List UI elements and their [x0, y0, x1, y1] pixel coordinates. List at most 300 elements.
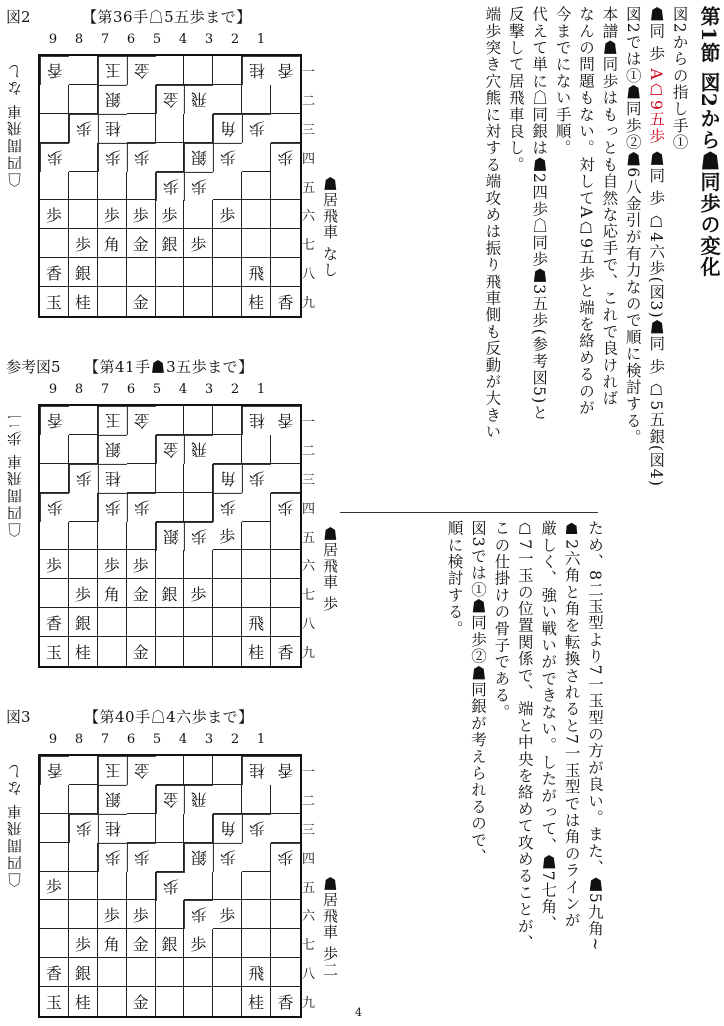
file-label: 1 — [256, 382, 266, 397]
sente-piece: 桂 — [69, 637, 98, 666]
file-label: 9 — [48, 32, 58, 47]
board-square — [242, 493, 271, 522]
sente-piece: 桂 — [242, 287, 271, 316]
board-square — [69, 435, 98, 464]
sente-hand: ☗居飛車 歩 — [321, 526, 339, 612]
sente-piece: 銀 — [156, 579, 185, 608]
board-square — [242, 522, 271, 551]
board-square — [184, 987, 213, 1016]
board-square — [213, 56, 242, 85]
gote-piece: 香 — [271, 756, 300, 785]
board-square — [69, 493, 98, 522]
sente-piece: 歩 — [69, 229, 98, 258]
gote-piece: 歩 — [156, 872, 185, 901]
paragraph-line: ☗2六角と角を転換されると7一玉型では角のラインが — [562, 520, 581, 929]
rank-label: 八 — [302, 967, 316, 983]
board-square — [271, 200, 300, 229]
board-square — [213, 929, 242, 958]
gote-piece: 角 — [213, 114, 242, 143]
paragraph-line: 反撃して居飛車良し。 — [506, 6, 525, 173]
commentary-top — [480, 6, 720, 506]
file-label: 3 — [204, 382, 214, 397]
moves-part: ☗同 歩 ☖4六歩(図3)☗同 歩 ☖5五銀(図4) — [647, 144, 666, 488]
gote-piece: 香 — [40, 756, 69, 785]
board-square — [127, 258, 156, 287]
sente-piece: 歩 — [127, 200, 156, 229]
board-square — [271, 172, 300, 201]
sente-piece: 角 — [98, 929, 127, 958]
gote-piece: 銀 — [98, 785, 127, 814]
gote-piece: 歩 — [127, 493, 156, 522]
board-square — [127, 872, 156, 901]
board-square — [271, 785, 300, 814]
board-square — [271, 550, 300, 579]
gote-piece: 銀 — [156, 522, 185, 551]
gote-piece: 歩 — [127, 843, 156, 872]
gote-piece: 歩 — [127, 143, 156, 172]
board-square — [213, 85, 242, 114]
board-square — [156, 608, 185, 637]
rank-label: 八 — [302, 267, 316, 283]
sente-piece: 角 — [98, 229, 127, 258]
board-square — [184, 258, 213, 287]
gote-piece: 歩 — [98, 843, 127, 872]
board-square — [98, 258, 127, 287]
diagram-3 — [0, 706, 340, 1026]
sente-piece: 玉 — [40, 987, 69, 1016]
gote-piece: 歩 — [242, 814, 271, 843]
gote-piece: 歩 — [242, 114, 271, 143]
board-square — [271, 929, 300, 958]
sente-piece: 金 — [127, 637, 156, 666]
gote-piece: 歩 — [156, 172, 185, 201]
rank-label: 一 — [302, 414, 316, 430]
board-square — [69, 406, 98, 435]
board-square — [40, 843, 69, 872]
paragraph-line: 図2では①☗同歩②☗6八金引が有力なので順に検討する。 — [623, 6, 642, 446]
gote-piece: 歩 — [184, 172, 213, 201]
board-square — [98, 608, 127, 637]
sente-piece: 金 — [127, 987, 156, 1016]
file-label: 5 — [152, 732, 162, 747]
board-square — [127, 522, 156, 551]
file-label: 5 — [152, 382, 162, 397]
board-square — [184, 872, 213, 901]
file-label: 8 — [74, 32, 84, 47]
sente-piece: 歩 — [98, 550, 127, 579]
gote-piece: 金 — [127, 406, 156, 435]
board-square — [271, 872, 300, 901]
board-square — [156, 406, 185, 435]
file-label: 5 — [152, 32, 162, 47]
board-square — [156, 143, 185, 172]
diagram-label: 図2 — [6, 8, 31, 26]
file-label: 7 — [100, 382, 110, 397]
gote-piece: 歩 — [271, 493, 300, 522]
paragraph-line: 図3では①☗同歩②☗同銀が考えられるので、 — [468, 520, 487, 866]
sente-piece: 金 — [127, 579, 156, 608]
board-square — [242, 785, 271, 814]
file-label: 1 — [256, 732, 266, 747]
paragraph-line: 順に検討する。 — [445, 520, 464, 637]
board-square — [127, 85, 156, 114]
file-label: 1 — [256, 32, 266, 47]
file-label: 3 — [204, 732, 214, 747]
paragraph-line: 端歩突き穴熊に対する端攻めは振り飛車側も反動が大きい — [483, 6, 502, 441]
gote-piece: 桂 — [242, 406, 271, 435]
diagram-title: 【第40手☖4六歩まで】 — [84, 708, 254, 726]
sente-piece: 歩 — [40, 550, 69, 579]
file-label: 4 — [178, 382, 188, 397]
gote-piece: 玉 — [98, 56, 127, 85]
diagram-label: 参考図5 — [6, 358, 61, 376]
board-square — [213, 579, 242, 608]
board-square — [127, 814, 156, 843]
rank-label: 六 — [302, 559, 316, 575]
board-square — [40, 172, 69, 201]
sente-piece: 銀 — [156, 929, 185, 958]
board-square — [271, 435, 300, 464]
board-square — [69, 900, 98, 929]
file-label: 9 — [48, 732, 58, 747]
sente-piece: 飛 — [242, 958, 271, 987]
board-square — [213, 229, 242, 258]
rank-label: 八 — [302, 617, 316, 633]
board-square — [40, 814, 69, 843]
sente-piece: 香 — [277, 293, 294, 313]
diagram-title: 【第41手☗3五歩まで】 — [84, 358, 254, 376]
board-square — [156, 493, 185, 522]
file-label: 9 — [48, 382, 58, 397]
sente-piece: 銀 — [69, 958, 98, 987]
sente-piece: 銀 — [69, 258, 98, 287]
sente-piece: 桂 — [242, 987, 271, 1016]
board-square — [213, 608, 242, 637]
gote-piece: 銀 — [98, 435, 127, 464]
rank-labels — [302, 406, 320, 666]
board-square — [242, 435, 271, 464]
board-square — [98, 287, 127, 316]
sente-piece: 飛 — [242, 258, 271, 287]
gote-piece: 歩 — [271, 843, 300, 872]
board-square — [156, 814, 185, 843]
gote-piece: 歩 — [213, 843, 242, 872]
gote-hand: ☖四間飛車 なし — [6, 62, 24, 188]
rank-label: 九 — [302, 996, 316, 1012]
paragraph-line: 厳しく、強い戦いができない。したがって、☗7七角、 — [539, 520, 558, 932]
board-square — [69, 522, 98, 551]
board-square — [98, 958, 127, 987]
board-square — [156, 958, 185, 987]
board-square — [127, 435, 156, 464]
sente-hand: ☗居飛車 なし — [321, 176, 339, 278]
sente-piece: 歩 — [127, 550, 156, 579]
board-square — [184, 493, 213, 522]
gote-piece: 歩 — [213, 143, 242, 172]
gote-piece: 飛 — [184, 435, 213, 464]
board-square — [69, 200, 98, 229]
board-square — [242, 843, 271, 872]
gote-piece: 金 — [156, 785, 185, 814]
rank-labels — [302, 56, 320, 316]
diagram-2 — [0, 6, 340, 326]
gote-piece: 桂 — [98, 464, 127, 493]
board-square — [213, 435, 242, 464]
highlighted-move: A☖9五歩 — [647, 68, 666, 145]
board-square — [184, 114, 213, 143]
board-square — [213, 958, 242, 987]
paragraph-line: 本譜☗同歩はもっとも自然な応手で、これで良ければ — [600, 6, 619, 407]
rank-label: 六 — [302, 909, 316, 925]
gote-piece: 香 — [271, 56, 300, 85]
gote-hand: ☖四間飛車 歩二 — [6, 412, 24, 538]
rank-label: 四 — [302, 151, 316, 167]
sente-piece: 玉 — [40, 637, 69, 666]
board-square — [184, 608, 213, 637]
gote-piece: 歩 — [213, 493, 242, 522]
board-square — [213, 550, 242, 579]
gote-piece: 歩 — [242, 464, 271, 493]
gote-piece: 歩 — [184, 900, 213, 929]
sente-piece: 金 — [127, 287, 156, 316]
gote-hand: ☖四間飛車 なし — [6, 762, 24, 888]
board-square — [69, 785, 98, 814]
board-square — [40, 785, 69, 814]
board-square — [156, 464, 185, 493]
board-square — [184, 756, 213, 785]
rank-label: 三 — [302, 122, 316, 138]
board-square — [271, 258, 300, 287]
rank-label: 七 — [302, 238, 316, 254]
board-square — [271, 608, 300, 637]
sente-piece: 香 — [40, 258, 69, 287]
board-square — [40, 522, 69, 551]
rank-labels — [302, 756, 320, 1016]
board-square — [213, 287, 242, 316]
sente-piece: 銀 — [156, 229, 185, 258]
gote-piece: 桂 — [98, 814, 127, 843]
board-square — [242, 900, 271, 929]
board-square — [156, 287, 185, 316]
shogi-board — [38, 54, 302, 318]
gote-piece: 飛 — [184, 85, 213, 114]
gote-piece: 歩 — [69, 464, 98, 493]
gote-piece: 玉 — [98, 756, 127, 785]
paragraph-line: ☖7一玉の位置関係で、端と中央を絡めて攻めることが、 — [515, 520, 534, 952]
sente-piece: 桂 — [242, 637, 271, 666]
rank-label: 六 — [302, 209, 316, 225]
board-square — [98, 872, 127, 901]
rank-label: 一 — [302, 764, 316, 780]
board-square — [127, 172, 156, 201]
board-square — [271, 522, 300, 551]
board-square — [184, 406, 213, 435]
file-label: 2 — [230, 732, 240, 747]
file-labels — [40, 732, 300, 750]
board-square — [98, 522, 127, 551]
sente-piece: 香 — [277, 643, 294, 663]
board-square — [156, 56, 185, 85]
file-label: 8 — [74, 732, 84, 747]
board-square — [184, 200, 213, 229]
sente-piece: 金 — [127, 229, 156, 258]
board-square — [40, 900, 69, 929]
rank-label: 九 — [302, 646, 316, 662]
sente-piece: 歩 — [98, 200, 127, 229]
board-square — [213, 637, 242, 666]
paragraph-line: この仕掛けの骨子である。 — [492, 520, 511, 721]
file-label: 7 — [100, 32, 110, 47]
file-label: 6 — [126, 732, 136, 747]
board-square — [40, 114, 69, 143]
gote-piece: 歩 — [98, 493, 127, 522]
board-square — [213, 785, 242, 814]
gote-piece: 桂 — [242, 756, 271, 785]
sente-piece: 歩 — [98, 900, 127, 929]
board-square — [242, 872, 271, 901]
board-square — [40, 435, 69, 464]
board-square — [271, 579, 300, 608]
gote-piece: 香 — [271, 406, 300, 435]
board-square — [40, 579, 69, 608]
sente-piece: 角 — [98, 579, 127, 608]
file-label: 6 — [126, 32, 136, 47]
board-square — [98, 637, 127, 666]
board-square — [156, 637, 185, 666]
gote-piece: 金 — [156, 435, 185, 464]
rank-label: 三 — [302, 822, 316, 838]
sente-piece: 歩 — [213, 900, 242, 929]
gote-piece: 歩 — [69, 814, 98, 843]
board-square — [271, 85, 300, 114]
sente-piece: 桂 — [69, 287, 98, 316]
file-labels — [40, 32, 300, 50]
board-square — [184, 287, 213, 316]
board-square — [156, 900, 185, 929]
paragraph-line: なんの問題もない。対してA☖9五歩と端を絡めるのが — [576, 6, 595, 417]
gote-piece: 歩 — [40, 143, 69, 172]
board-square — [156, 987, 185, 1016]
board-square — [242, 172, 271, 201]
board-square — [213, 987, 242, 1016]
board-square — [242, 200, 271, 229]
file-label: 8 — [74, 382, 84, 397]
board-square — [271, 229, 300, 258]
rank-label: 五 — [302, 180, 316, 196]
file-label: 3 — [204, 32, 214, 47]
diagram-label: 図3 — [6, 708, 31, 726]
gote-piece: 歩 — [40, 493, 69, 522]
paragraph-line: ため、8二玉型より7一玉型の方が良い。また、☗5九角~ — [586, 520, 604, 952]
shogi-board — [38, 754, 302, 1018]
sente-piece: 銀 — [69, 608, 98, 637]
board-square — [271, 114, 300, 143]
board-square — [242, 579, 271, 608]
gote-piece: 歩 — [69, 114, 98, 143]
diagram-title: 【第36手☖5五歩まで】 — [82, 8, 252, 26]
board-square — [98, 172, 127, 201]
board-square — [69, 143, 98, 172]
gote-piece: 銀 — [98, 85, 127, 114]
board-square — [184, 464, 213, 493]
board-square — [271, 464, 300, 493]
gote-piece: 玉 — [98, 406, 127, 435]
paragraph-line: 代えて単に☖同銀は☗2四歩☖同歩☗3五歩(参考図5)と — [530, 6, 549, 422]
sente-piece: 飛 — [242, 608, 271, 637]
board-square — [271, 900, 300, 929]
board-square — [271, 958, 300, 987]
sente-piece: 歩 — [156, 200, 185, 229]
board-square — [213, 172, 242, 201]
gote-piece: 金 — [127, 56, 156, 85]
rank-label: 三 — [302, 472, 316, 488]
sente-piece: 歩 — [69, 579, 98, 608]
rank-label: 五 — [302, 530, 316, 546]
sente-piece: 玉 — [40, 287, 69, 316]
rank-label: 五 — [302, 880, 316, 896]
moves-part: ☗同 歩 — [647, 6, 666, 69]
board-square — [127, 958, 156, 987]
gote-piece: 香 — [40, 56, 69, 85]
board-square — [242, 85, 271, 114]
board-square — [184, 550, 213, 579]
gote-piece: 角 — [213, 464, 242, 493]
gote-piece: 金 — [127, 756, 156, 785]
board-square — [242, 143, 271, 172]
section-divider — [340, 512, 598, 513]
rank-label: 九 — [302, 296, 316, 312]
rank-label: 七 — [302, 938, 316, 954]
file-label: 6 — [126, 382, 136, 397]
rank-label: 一 — [302, 64, 316, 80]
gote-piece: 銀 — [184, 143, 213, 172]
file-label: 2 — [230, 32, 240, 47]
file-labels — [40, 382, 300, 400]
moves-heading: 図2からの指し手① — [670, 6, 689, 151]
chapter-title: 第1節 図2から☗同歩の変化 — [697, 6, 721, 278]
gote-piece: 歩 — [184, 522, 213, 551]
gote-piece: 桂 — [98, 114, 127, 143]
gote-piece: 飛 — [184, 785, 213, 814]
file-label: 4 — [178, 732, 188, 747]
board-square — [98, 987, 127, 1016]
board-square — [156, 114, 185, 143]
board-square — [40, 229, 69, 258]
board-square — [127, 785, 156, 814]
board-square — [127, 608, 156, 637]
board-square — [127, 114, 156, 143]
page-number: 4 — [355, 1006, 362, 1019]
gote-piece: 金 — [156, 85, 185, 114]
rank-label: 四 — [302, 501, 316, 517]
sente-piece: 香 — [40, 608, 69, 637]
moves-line — [644, 6, 667, 506]
sente-piece: 歩 — [213, 522, 242, 551]
board-square — [40, 85, 69, 114]
rank-label: 二 — [302, 793, 316, 809]
board-square — [213, 258, 242, 287]
gote-piece: 歩 — [98, 143, 127, 172]
rank-label: 四 — [302, 851, 316, 867]
sente-piece: 歩 — [40, 872, 69, 901]
file-label: 2 — [230, 382, 240, 397]
board-square — [69, 756, 98, 785]
board-square — [156, 550, 185, 579]
board-square — [127, 464, 156, 493]
reference-diagram-5 — [0, 356, 340, 676]
board-square — [242, 929, 271, 958]
board-square — [213, 756, 242, 785]
